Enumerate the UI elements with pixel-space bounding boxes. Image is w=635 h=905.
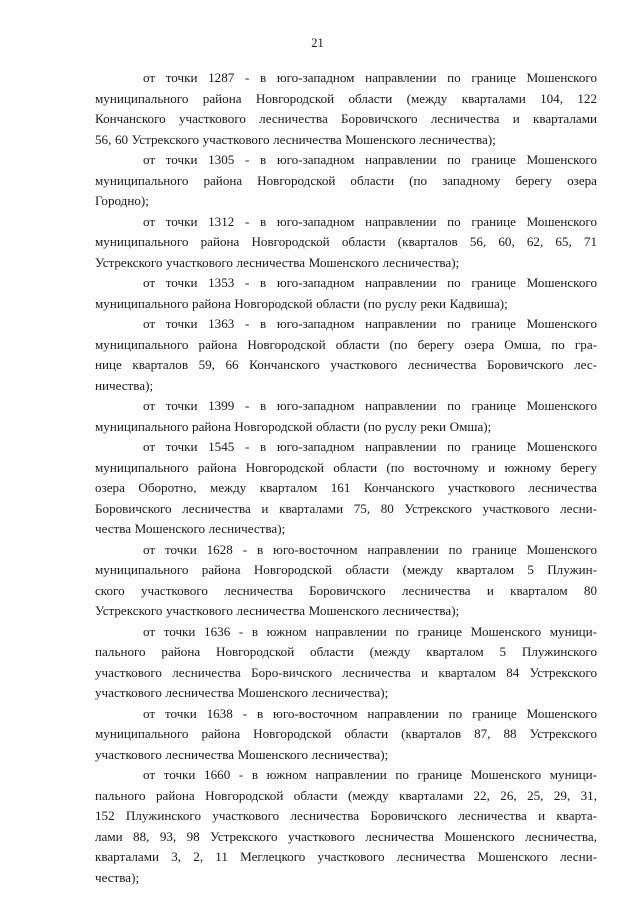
paragraph-line: от точки 1287 - в юго-западном направлении по границе Мошенского [143,70,597,85]
paragraph-line: нице кварталов 59, 66 Кончанского участкового лесничества Боровичского лес- [95,357,597,372]
document-body [95,68,597,888]
boundary-point-paragraph [95,273,597,314]
paragraph-line: от точки 1638 - в юго-восточном направлении по границе Мошенского [143,705,597,721]
paragraph-line: Городно); [95,193,149,208]
boundary-point-paragraph [95,314,597,396]
paragraph-line: от точки 1660 - в южном направлении по границе Мошенского муници- [143,767,597,782]
paragraph-line: муниципального района Новгородской области (по берегу озера Омша, по гра- [95,336,597,352]
paragraph-line: Кончанского участкового лесничества Боровичского лесничества и кварталами [95,111,597,126]
paragraph-line: муниципального района Новгородской области (по руслу реки Кадвиша); [95,295,508,311]
paragraph-line: от точки 1305 - в юго-западном направлении по границе Мошенского [143,152,597,167]
paragraph-line: ского участкового лесничества Боровичского лесничества и кварталом 80 [95,582,597,598]
paragraph-line: от точки 1399 - в юго-западном направлении по границе Мошенского [143,398,597,413]
paragraph-line: Боровичского лесничества и кварталами 75, 80 Устрекского участкового лесни- [95,500,597,516]
paragraph-line: ничества); [95,377,154,393]
paragraph-line: 56, 60 Устрекского участкового лесничества Мошенского лесничества); [95,131,496,147]
page-number: 21 [311,36,324,50]
paragraph-line: 152 Плужинского участкового лесничества Боровичского лесничества и кварта- [95,808,597,823]
paragraph-line: муниципального района Новгородской области (кварталов 56, 60, 62, 65, 71 [95,234,597,249]
paragraph-line: муниципального района Новгородской области (по руслу реки Омша); [95,418,492,434]
paragraph-line: от точки 1636 - в южном направлении по границе Мошенского муници- [143,623,597,639]
paragraph-line: пального района Новгородской области (между кварталами 22, 26, 25, 29, 31, [95,787,597,803]
paragraph-line: от точки 1353 - в юго-западном направлении по границе Мошенского [143,275,597,290]
paragraph-line: пального района Новгородской области (между кварталом 5 Плужинского [95,644,597,659]
paragraph-line: чества); [95,869,140,885]
paragraph-line: кварталами 3, 2, 11 Меглецкого участкового лесничества Мошенского лесни- [95,849,597,864]
paragraph-line: Устрекского участкового лесничества Мошенского лесничества); [95,254,460,270]
boundary-point-paragraph [95,68,597,150]
boundary-point-paragraph [95,540,597,622]
paragraph-line: от точки 1363 - в юго-западном направлении по границе Мошенского [143,316,597,331]
boundary-point-paragraph [95,212,597,274]
paragraph-line: муниципального района Новгородской области (кварталов 87, 88 Устрекского [95,726,597,741]
paragraph-line: лами 88, 93, 98 Устрекского участкового лесничества Мошенского лесничества, [95,828,597,844]
boundary-point-paragraph [95,396,597,437]
paragraph-line: участкового лесничества Боро-вичского лесничества и кварталом 84 Устрекского [95,664,597,680]
paragraph-line: муниципального района Новгородской области (между кварталом 5 Плужин- [95,562,597,577]
paragraph-line: муниципального района Новгородской области (по восточному и южному берегу [95,459,597,475]
paragraph-line: чества Мошенского лесничества); [95,521,286,536]
paragraph-line: от точки 1628 - в юго-восточном направлении по границе Мошенского [143,541,597,557]
boundary-point-paragraph [95,150,597,212]
paragraph-line: от точки 1545 - в юго-западном направлении по границе Мошенского [143,439,597,454]
paragraph-line: озера Оборотно, между кварталом 161 Кончанского участкового лесничества [95,480,597,495]
paragraph-line: муниципального района Новгородской области (между кварталами 104, 122 [95,90,597,106]
boundary-point-paragraph [95,437,597,540]
boundary-point-paragraph [95,622,597,704]
boundary-point-paragraph [95,765,597,888]
paragraph-line: участкового лесничества Мошенского лесничества); [95,746,389,762]
boundary-point-paragraph [95,704,597,766]
paragraph-line: от точки 1312 - в юго-западном направлении по границе Мошенского [143,213,597,229]
paragraph-line: участкового лесничества Мошенского лесничества); [95,685,389,700]
paragraph-line: муниципального района Новгородской области (по западному берегу озера [95,172,597,188]
paragraph-line: Устрекского участкового лесничества Мошенского лесничества); [95,603,460,618]
